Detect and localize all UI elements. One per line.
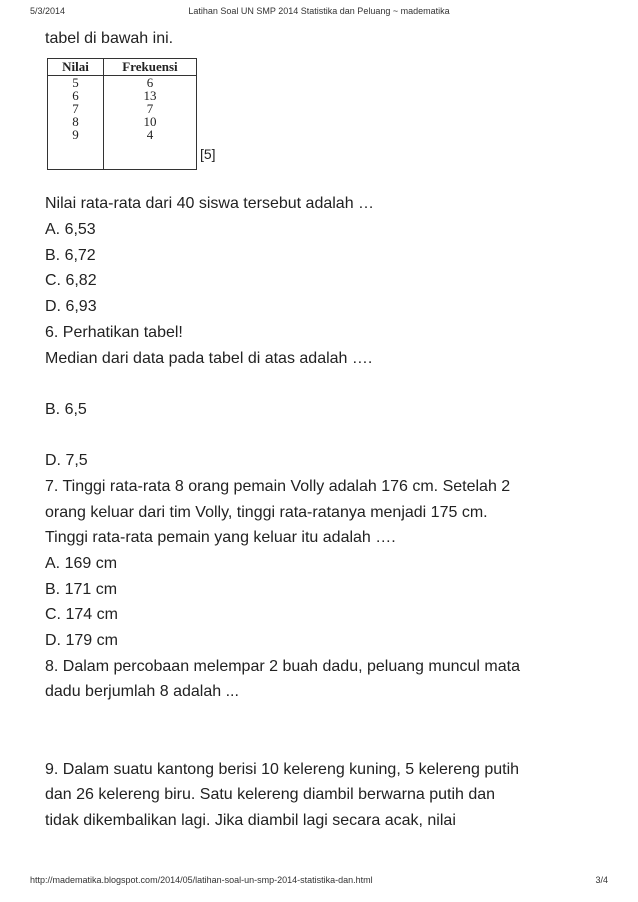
text-line: Nilai rata-rata dari 40 siswa tersebut adalah …: [45, 195, 375, 213]
table-row: [48, 102, 197, 115]
table-footnote: [5]: [200, 145, 216, 162]
cell-empty: [48, 155, 104, 170]
table-row: [48, 128, 197, 141]
header-frekuensi: Frekuensi: [104, 58, 197, 75]
option-line: D. 7,5: [45, 452, 88, 470]
cell-nilai: 8: [48, 115, 104, 128]
intro-text: tabel di bawah ini.: [45, 30, 174, 47]
table-row: [48, 115, 197, 128]
spacer: [45, 705, 605, 731]
table-header-row: [48, 58, 197, 75]
document-body: [45, 26, 605, 834]
question-line: 8. Dalam percobaan melempar 2 buah dadu, peluang muncul mata: [45, 657, 520, 675]
text-line: dan 26 kelereng biru. Satu kelereng diambil berwarna putih dan: [45, 786, 496, 804]
option-line: B. 171 cm: [45, 580, 118, 598]
page-number: 3/4: [595, 875, 608, 885]
frequency-table-block: [47, 58, 605, 166]
spacer: [45, 423, 605, 449]
header-nilai: Nilai: [48, 58, 104, 75]
cell-frekuensi: 10: [143, 113, 157, 129]
table-row: [48, 89, 197, 102]
text-line: tidak dikembalikan lagi. Jika diambil lagi secara acak, nilai: [45, 811, 456, 829]
cell-empty: [104, 155, 197, 170]
cell-frekuensi: 4: [146, 126, 154, 142]
option-line: D. 179 cm: [45, 632, 118, 650]
page-header: [0, 4, 638, 20]
text-line: dadu berjumlah 8 adalah ...: [45, 683, 239, 701]
option-line: B. 6,72: [45, 246, 96, 264]
cell-nilai: 9: [48, 128, 104, 141]
footer-url[interactable]: http://madematika.blogspot.com/2014/05/latihan-soal-un-smp-2014-statistika-dan.html: [30, 875, 373, 885]
cell-nilai: 6: [48, 89, 104, 102]
option-line: A. 6,53: [45, 221, 96, 239]
text-line: Tinggi rata-rata pemain yang keluar itu adalah ….: [45, 529, 396, 547]
cell-frekuensi: 13: [143, 87, 157, 103]
text-line: orang keluar dari tim Volly, tinggi rata-ratanya menjadi 175 cm.: [45, 503, 488, 521]
frequency-table: [47, 58, 197, 170]
table-empty-row: [48, 141, 197, 155]
option-line: A. 169 cm: [45, 555, 118, 572]
cell-frekuensi: 6: [146, 74, 154, 90]
option-line: C. 174 cm: [45, 606, 118, 624]
cell-nilai: 5: [48, 75, 104, 89]
cell-nilai: 7: [48, 102, 104, 115]
spacer: [45, 731, 605, 757]
option-line: D. 6,93: [45, 298, 97, 316]
header-title: Latihan Soal UN SMP 2014 Statistika dan Peluang ~ madematika: [188, 6, 450, 16]
table-empty-row: [48, 155, 197, 170]
question-line: 7. Tinggi rata-rata 8 orang pemain Volly adalah 176 cm. Setelah 2: [45, 477, 511, 495]
question-line: 9. Dalam suatu kantong berisi 10 kelereng kuning, 5 kelereng putih: [45, 760, 520, 778]
cell-empty: [104, 141, 197, 155]
option-line: B. 6,5: [45, 400, 87, 418]
cell-empty: [48, 141, 104, 155]
option-line: C. 6,82: [45, 272, 97, 290]
table-row: [48, 75, 197, 89]
question-line: 6. Perhatikan tabel!: [45, 323, 183, 341]
spacer: [45, 371, 605, 397]
text-line: Median dari data pada tabel di atas adalah ….: [45, 349, 373, 367]
cell-frekuensi: 7: [146, 100, 154, 116]
header-date: 5/3/2014: [30, 6, 66, 16]
